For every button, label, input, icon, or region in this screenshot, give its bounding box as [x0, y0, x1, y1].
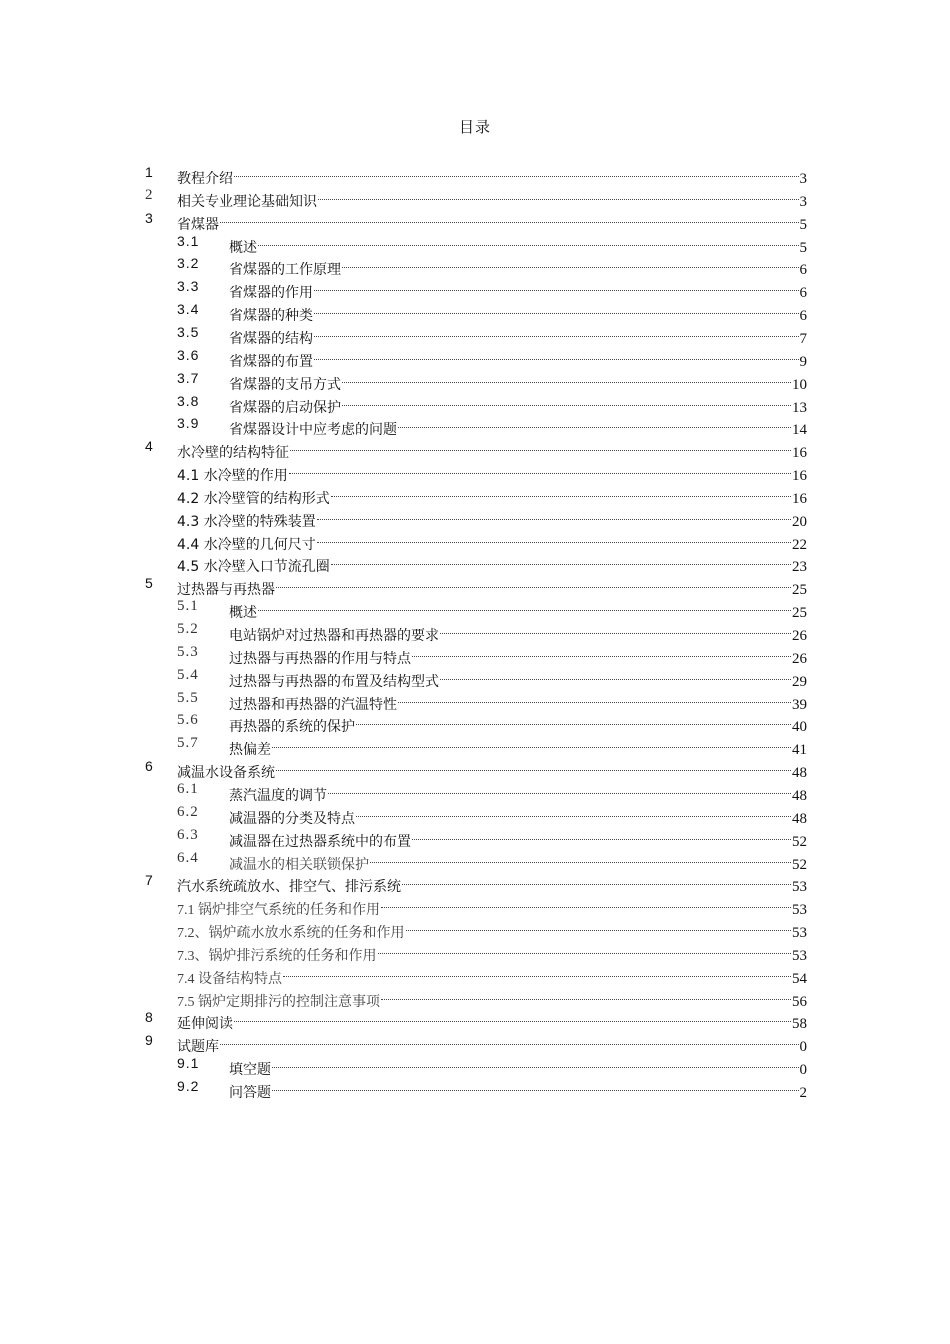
toc-entry-number: 5: [145, 575, 153, 592]
toc-entry-page-number: 16: [792, 445, 807, 462]
toc-entry-label: 4.4 水冷壁的几何尺寸: [177, 536, 316, 553]
toc-entry-label: 问答题: [229, 1085, 271, 1101]
dot-leader: [220, 207, 799, 229]
toc-entry-label: 省煤器的结构: [229, 330, 313, 347]
toc-entry-page-number: 9: [799, 353, 807, 370]
toc-entry-page-number: 16: [792, 468, 807, 485]
toc-entry-label: 省煤器的作用: [229, 285, 313, 302]
toc-entry[interactable]: [0, 572, 950, 599]
toc-entry-label: 4.1 水冷壁的作用: [177, 468, 288, 485]
dot-leader: [314, 275, 799, 297]
toc-entry-number: 3.8: [177, 392, 200, 409]
toc-entry[interactable]: [0, 801, 950, 827]
toc-entry[interactable]: [0, 344, 950, 370]
toc-entry[interactable]: [0, 915, 950, 942]
dot-leader: [289, 458, 791, 480]
toc-entry-number: 8: [145, 1009, 153, 1026]
toc-entry-number: 4: [145, 438, 153, 455]
toc-entry-label: 4.5 水冷壁入口节流孔圈: [177, 559, 330, 576]
toc-entry-label: 7.1 锅炉排空气系统的任务和作用: [177, 903, 380, 919]
dot-leader: [370, 847, 791, 869]
toc-entry-page-number: 53: [792, 902, 807, 919]
toc-entry-page-number: 7: [799, 330, 807, 347]
toc-entry-page-number: 2: [799, 1085, 807, 1101]
toc-entry[interactable]: [0, 595, 950, 622]
dot-leader: [314, 321, 799, 343]
toc-entry-page-number: 48: [792, 810, 807, 827]
toc-entry[interactable]: [0, 161, 950, 187]
toc-entry-page-number: 3: [799, 171, 807, 187]
toc-entry-page-number: 48: [792, 765, 807, 782]
dot-leader: [398, 687, 791, 709]
dot-leader: [381, 984, 791, 1006]
dot-leader: [272, 1052, 799, 1074]
toc-entry-label: 电站锅炉对过热器和再热器的要求: [229, 628, 439, 644]
toc-entry-number: 9.1: [177, 1055, 200, 1072]
dot-leader: [342, 390, 791, 412]
toc-entry-number: 5.7: [177, 735, 199, 752]
toc-entry-label: 填空题: [229, 1062, 271, 1079]
dot-leader: [402, 869, 791, 891]
toc-entry-label: 热偏差: [229, 742, 271, 759]
toc-entry[interactable]: [0, 824, 950, 850]
toc-entry[interactable]: [0, 230, 950, 256]
toc-entry-page-number: 40: [792, 719, 807, 736]
dot-leader: [234, 161, 799, 183]
toc-entry[interactable]: [0, 687, 950, 713]
dot-leader: [331, 549, 791, 571]
toc-entry[interactable]: [0, 390, 950, 416]
toc-entry[interactable]: [0, 527, 950, 553]
toc-entry-page-number: 20: [792, 513, 807, 530]
toc-entry[interactable]: [0, 435, 950, 462]
toc-entry-number: 3.6: [177, 346, 200, 363]
toc-entry-label: 汽水系统疏放水、排空气、排污系统: [177, 879, 401, 896]
toc-entry-page-number: 5: [799, 216, 807, 233]
toc-entry-label: 过热器和再热器的汽温特性: [229, 696, 397, 713]
toc-entry-label: 减温器在过热器系统中的布置: [229, 833, 411, 850]
toc-entry-page-number: 23: [792, 559, 807, 576]
toc-entry-page-number: 0: [799, 1062, 807, 1079]
toc-entry-page-number: 25: [792, 582, 807, 599]
dot-leader: [356, 801, 791, 823]
toc-entry-label: 减温器的分类及特点: [229, 810, 355, 827]
toc-entry-label: 延伸阅读: [177, 1016, 233, 1033]
toc-entry[interactable]: [0, 641, 950, 667]
toc-entry-page-number: 16: [792, 490, 807, 507]
toc-entry-label: 省煤器设计中应考虑的问题: [229, 422, 397, 439]
toc-entry-number: 5.2: [177, 621, 199, 637]
toc-entry-page-number: 53: [792, 879, 807, 896]
toc-entry-page-number: 26: [792, 650, 807, 667]
toc-entry[interactable]: [0, 504, 950, 530]
dot-leader: [276, 755, 791, 777]
toc-entry[interactable]: [0, 412, 950, 439]
toc-entry-page-number: 6: [799, 262, 807, 279]
dot-leader: [378, 938, 792, 960]
toc-entry-page-number: 26: [792, 628, 807, 644]
toc-entry-label: 7.5 锅炉定期排污的控制注意事项: [177, 994, 380, 1010]
toc-entry[interactable]: [0, 892, 950, 919]
toc-entry-number: 6.4: [177, 849, 199, 866]
dot-leader: [331, 481, 791, 503]
toc-entry-page-number: 54: [792, 970, 807, 987]
toc-entry-label: 7.2、锅炉疏水放水系统的任务和作用: [177, 926, 405, 942]
toc-entry-number: 3.7: [177, 369, 200, 386]
dot-leader: [258, 595, 791, 617]
toc-entry-number: 6.3: [177, 826, 199, 843]
toc-entry-number: 3.2: [177, 255, 200, 272]
toc-entry-number: 3.3: [177, 278, 200, 295]
toc-entry-page-number: 6: [799, 308, 807, 325]
dot-leader: [317, 527, 791, 549]
dot-leader: [220, 1029, 799, 1051]
dot-leader: [272, 732, 791, 754]
toc-entry-page-number: 58: [792, 1016, 807, 1033]
toc-entry-label: 省煤器的工作原理: [229, 262, 341, 279]
toc-entry[interactable]: [0, 732, 950, 759]
toc-entry[interactable]: [0, 321, 950, 347]
toc-entry-page-number: 56: [792, 993, 807, 1010]
toc-entry-number: 6.1: [177, 780, 199, 797]
dot-leader: [328, 778, 791, 800]
toc-entry[interactable]: [0, 984, 950, 1010]
toc-entry[interactable]: [0, 1029, 950, 1056]
toc-entry-page-number: 39: [792, 696, 807, 713]
dot-leader: [314, 344, 799, 366]
dot-leader: [234, 1006, 791, 1028]
toc-entry[interactable]: [0, 1006, 950, 1033]
toc-entry-label: 蒸汽温度的调节: [229, 787, 327, 804]
toc-entry-page-number: 22: [792, 536, 807, 553]
dot-leader: [342, 367, 791, 389]
dot-leader: [314, 298, 799, 320]
toc-entry[interactable]: [0, 664, 950, 690]
toc-entry[interactable]: [0, 869, 950, 896]
toc-entry-line: [229, 1075, 807, 1104]
toc-entry-number: 6.2: [177, 803, 199, 820]
toc-entry[interactable]: [0, 298, 950, 325]
toc-entry-page-number: 53: [792, 947, 807, 964]
dot-leader: [412, 824, 791, 846]
toc-entry[interactable]: [0, 481, 950, 507]
toc-entry-number: 5.6: [177, 712, 199, 729]
dot-leader: [381, 892, 791, 914]
toc-entry-label: 再热器的系统的保护: [229, 719, 355, 736]
toc-entry-label: 4.2 水冷壁管的结构形式: [177, 490, 330, 507]
toc-entry-page-number: 10: [792, 376, 807, 393]
toc-entry[interactable]: [0, 1052, 950, 1079]
toc-entry[interactable]: [0, 184, 950, 210]
toc-entry-page-number: 25: [792, 605, 807, 622]
toc-entry-page-number: 48: [792, 787, 807, 804]
toc-entry[interactable]: [0, 778, 950, 804]
toc-entry[interactable]: [0, 458, 950, 485]
toc-title: 目录: [458, 118, 491, 136]
toc-entry-label: 省煤器的种类: [229, 308, 313, 325]
toc-entry-label: 相关专业理论基础知识: [177, 193, 317, 210]
toc-entry-label: 过热器与再热器: [177, 582, 275, 599]
toc-entry-page-number: 3: [799, 193, 807, 210]
toc-entry-number: 1: [145, 164, 153, 180]
toc-entry-label: 7.3、锅炉排污系统的任务和作用: [177, 948, 377, 964]
dot-leader: [342, 252, 799, 274]
toc-entry-number: 9: [145, 1032, 153, 1049]
toc-entry-number: 5.3: [177, 643, 199, 660]
toc-entry-number: 3.5: [177, 323, 200, 340]
toc-entry-label: 减温水设备系统: [177, 765, 275, 782]
dot-leader: [398, 412, 791, 434]
toc-entry[interactable]: [0, 549, 950, 576]
toc-entry[interactable]: [0, 367, 950, 393]
toc-entry-number: 3.1: [177, 232, 200, 249]
toc-entry-label: 试题库: [177, 1039, 219, 1056]
toc-entry[interactable]: [0, 252, 950, 279]
toc-entry-page-number: 52: [792, 856, 807, 873]
toc-entry-page-number: 13: [792, 399, 807, 416]
toc-entry[interactable]: [0, 275, 950, 302]
toc-entry-page-number: 41: [792, 742, 807, 759]
toc-entry-label: 概述: [229, 605, 257, 622]
toc-entry[interactable]: [0, 938, 950, 964]
toc-entry-label: 省煤器的布置: [229, 353, 313, 370]
toc-entry-label: 教程介绍: [177, 171, 233, 187]
toc-entry-label: 概述: [229, 239, 257, 256]
toc-entry-label: 省煤器的启动保护: [229, 399, 341, 416]
toc-entry-number: 5.5: [177, 689, 199, 706]
toc-entry[interactable]: [0, 207, 950, 233]
dot-leader: [290, 435, 791, 457]
toc-entry-number: 2: [145, 186, 153, 203]
toc-entry-page-number: 0: [799, 1039, 807, 1056]
toc-entry-page-number: 14: [792, 422, 807, 439]
toc-entry[interactable]: [0, 961, 950, 987]
toc-entry-label: 省煤器的支吊方式: [229, 376, 341, 393]
toc-entry-number: 3.9: [177, 415, 200, 432]
toc-entry-number: 6: [145, 758, 153, 775]
toc-entry-page-number: 5: [799, 239, 807, 256]
toc-entry-label: 4.3 水冷壁的特殊装置: [177, 513, 316, 530]
dot-leader: [406, 915, 792, 937]
toc-entry[interactable]: [0, 618, 950, 644]
dot-leader: [356, 709, 791, 731]
dot-leader: [283, 961, 791, 983]
dot-leader: [440, 618, 791, 640]
toc-entry-number: 3.4: [177, 301, 200, 318]
toc-entry-label: 过热器与再热器的布置及结构型式: [229, 673, 439, 690]
toc-entry[interactable]: [0, 847, 950, 873]
toc-entry[interactable]: [0, 709, 950, 736]
dot-leader: [440, 664, 791, 686]
dot-leader: [272, 1075, 799, 1097]
toc-entry-label: 过热器与再热器的作用与特点: [229, 650, 411, 667]
toc-entry-label: 减温水的相关联锁保护: [229, 857, 369, 873]
toc-entry-page-number: 6: [799, 285, 807, 302]
toc-entry-number: 7: [145, 872, 153, 889]
toc-entry[interactable]: [0, 755, 950, 782]
toc-entry-page-number: 53: [792, 925, 807, 942]
toc-entry-number: 5.4: [177, 666, 199, 683]
toc-entry-number: 3: [145, 209, 153, 226]
toc-entry-label: 省煤器: [177, 216, 219, 233]
dot-leader: [317, 504, 791, 526]
dot-leader: [276, 572, 791, 594]
toc-entry[interactable]: [0, 1075, 950, 1101]
toc-entry-label: 水冷壁的结构特征: [177, 445, 289, 462]
dot-leader: [318, 184, 799, 206]
toc-entry-page-number: 52: [792, 833, 807, 850]
toc-entry-number: 5.1: [177, 598, 199, 615]
dot-leader: [258, 230, 799, 252]
dot-leader: [412, 641, 791, 663]
toc-entry-page-number: 29: [792, 673, 807, 690]
toc-entry-label: 7.4 设备结构特点: [177, 971, 282, 987]
toc-entry-number: 9.2: [177, 1078, 200, 1094]
